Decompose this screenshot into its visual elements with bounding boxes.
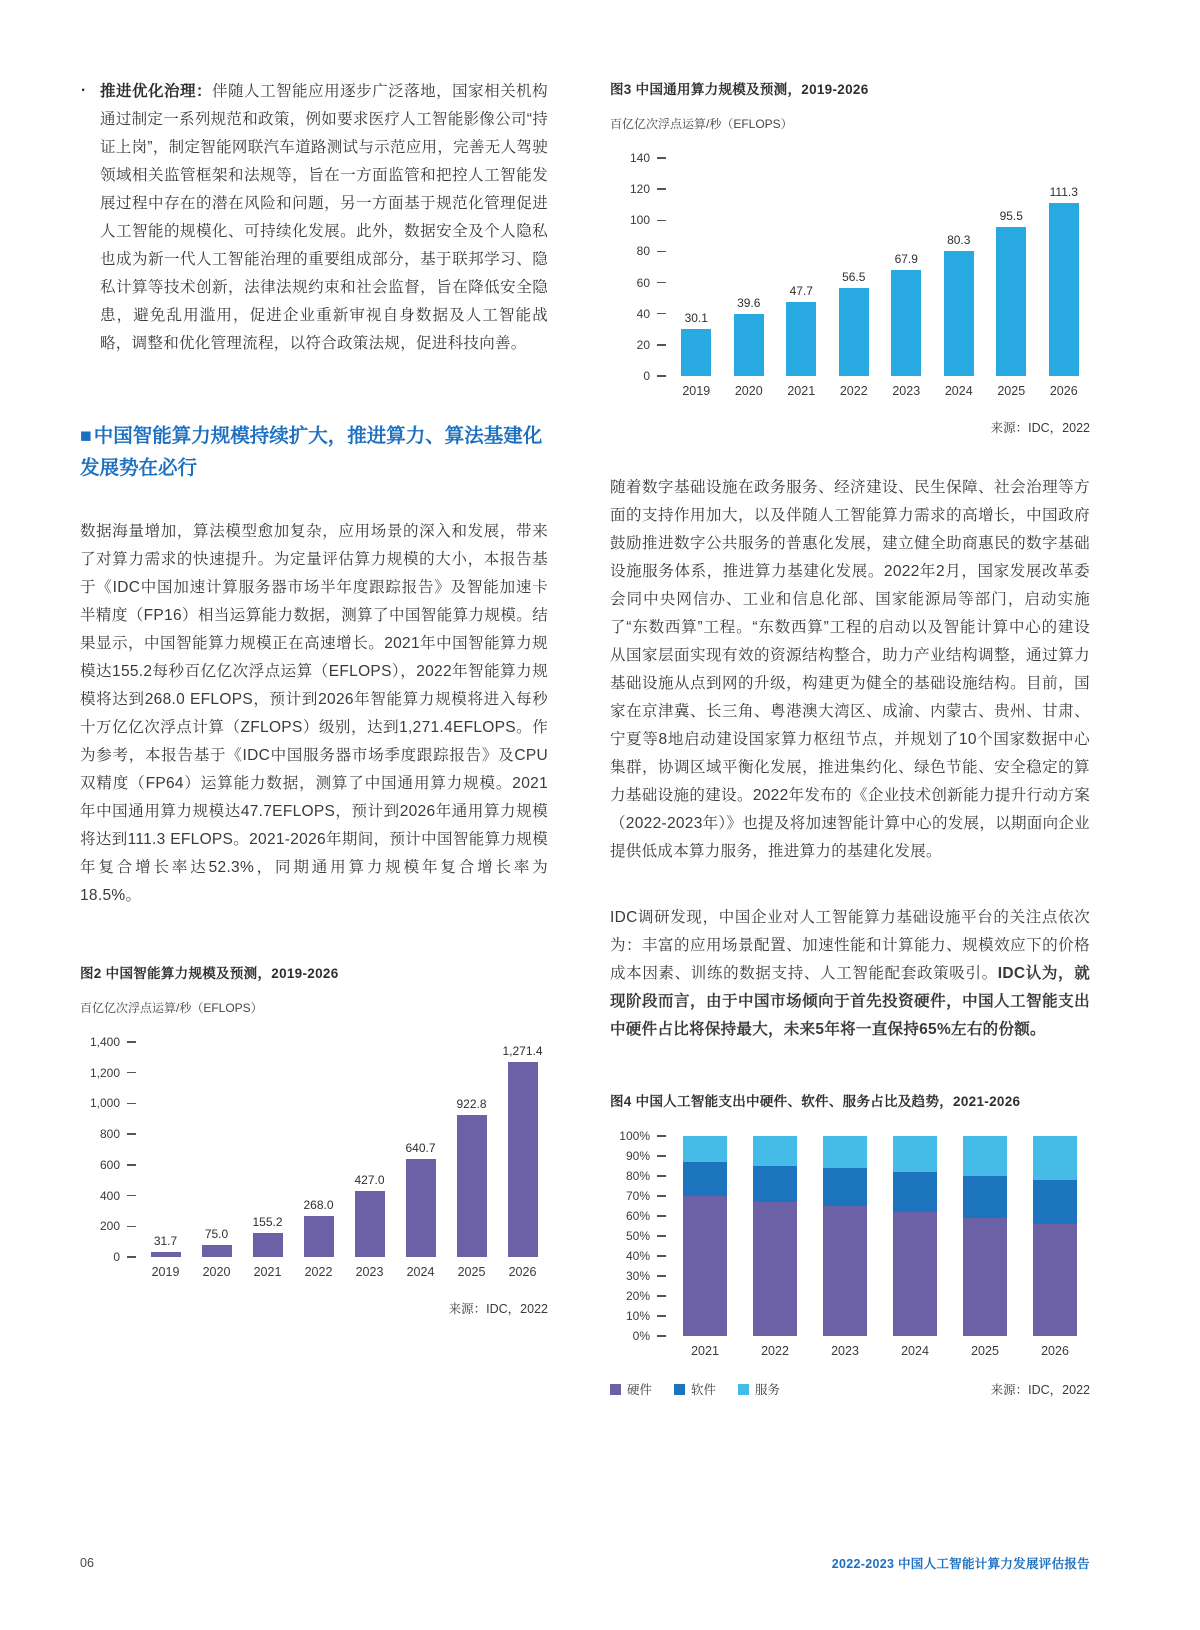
page-footer: [80, 1554, 1090, 1572]
bar-column: [950, 1136, 1020, 1336]
bar-segment-服务: [683, 1136, 727, 1162]
bar: [1049, 203, 1079, 376]
bar: [457, 1115, 487, 1257]
x-axis-label: 2023: [831, 1344, 859, 1358]
tick-dash-icon: [127, 1195, 136, 1197]
bar-segment-硬件: [823, 1206, 867, 1336]
tick-dash-icon: [657, 1235, 666, 1237]
bar: [508, 1062, 538, 1257]
bar-column: [880, 1136, 950, 1336]
y-axis: [80, 1035, 140, 1264]
bar-segment-软件: [963, 1176, 1007, 1218]
tick-dash-icon: [657, 1255, 666, 1257]
bar-segment-软件: [893, 1172, 937, 1212]
x-axis-label: 2020: [202, 1265, 231, 1279]
tick-dash-icon: [657, 1295, 666, 1297]
y-axis-tick: [630, 151, 666, 165]
x-axis-label: 2023: [892, 384, 921, 398]
bar-segment-软件: [683, 1162, 727, 1196]
tick-dash-icon: [657, 1155, 666, 1157]
tick-dash-icon: [127, 1226, 136, 1228]
chart3-source: 来源：IDC，2022: [990, 421, 1090, 435]
heading-square-icon: ■: [80, 425, 92, 447]
bar: [681, 329, 711, 376]
y-axis-tick: [637, 244, 666, 258]
y-axis-tick: [626, 1289, 666, 1303]
legend-swatch-icon: [738, 1384, 749, 1395]
chart-spending-share-section: [610, 1090, 1090, 1398]
legend-swatch-icon: [610, 1384, 621, 1395]
tick-dash-icon: [657, 1335, 666, 1337]
x-axis-label: 2022: [761, 1344, 789, 1358]
bar-column: [670, 1136, 740, 1336]
chart4-legend: [610, 1380, 780, 1398]
legend-item: [610, 1380, 652, 1398]
tick-dash-icon: [657, 1195, 666, 1197]
bar-column: [242, 1215, 293, 1257]
bullet-icon: ·: [81, 82, 87, 99]
bar-segment-软件: [1033, 1180, 1077, 1224]
bar-value-label: 67.9: [894, 252, 918, 267]
tick-dash-icon: [127, 1103, 136, 1105]
chart3-bar-chart: [610, 151, 1090, 398]
y-axis-tick: [100, 1158, 136, 1172]
stacked-bar: [963, 1136, 1007, 1336]
y-tick-label: 40%: [625, 1249, 650, 1263]
bar-column: [933, 233, 986, 376]
y-axis-tick: [626, 1269, 666, 1283]
bar-segment-硬件: [683, 1196, 727, 1336]
tick-dash-icon: [127, 1164, 136, 1166]
tick-dash-icon: [657, 344, 666, 346]
y-axis: [610, 1129, 670, 1343]
bar: [944, 251, 974, 376]
bar-value-label: 1,271.4: [502, 1043, 543, 1058]
y-axis-tick: [100, 1219, 136, 1233]
stacked-bar: [893, 1136, 937, 1336]
chart3-unit-label: 百亿亿次浮点运算/秒（EFLOPS）: [610, 117, 793, 131]
bar-column: [723, 296, 776, 376]
bar: [996, 227, 1026, 376]
tick-dash-icon: [127, 1133, 136, 1135]
y-tick-label: 0: [113, 1250, 120, 1264]
x-axis-label: 2025: [971, 1344, 999, 1358]
y-axis-tick: [626, 1189, 666, 1203]
section-heading: [80, 420, 548, 484]
y-tick-label: 60: [636, 275, 650, 290]
y-tick-label: 20%: [625, 1289, 650, 1303]
tick-dash-icon: [657, 282, 666, 284]
y-tick-label: 0: [643, 369, 650, 383]
y-axis-tick: [637, 307, 666, 321]
x-axis-label: 2026: [1041, 1344, 1069, 1358]
bar-segment-软件: [753, 1166, 797, 1202]
y-axis-tick: [619, 1129, 666, 1143]
y-axis-tick: [100, 1127, 136, 1141]
legend-label: 硬件: [627, 1383, 653, 1397]
bar: [786, 302, 816, 376]
x-axis-label: 2024: [406, 1265, 435, 1279]
chart-plot-area: [140, 1042, 548, 1257]
x-axis: [670, 384, 1090, 398]
page-number: 06: [80, 1556, 94, 1570]
bar-column: [775, 284, 828, 376]
legend-item: [738, 1380, 780, 1398]
bar-value-label: 155.2: [252, 1215, 283, 1230]
bar-value-label: 80.3: [947, 232, 971, 247]
tick-dash-icon: [657, 188, 666, 190]
section-heading-text: 中国智能算力规模持续扩大，推进算力、算法基建化发展势在必行: [80, 425, 543, 479]
tick-dash-icon: [657, 1135, 666, 1137]
bar-segment-硬件: [753, 1202, 797, 1336]
bar: [151, 1252, 181, 1257]
y-axis-tick: [113, 1250, 136, 1264]
bar: [891, 270, 921, 376]
bar-segment-服务: [753, 1136, 797, 1166]
bar-column: [140, 1234, 191, 1257]
idc-survey-text: IDC调研发现，中国企业对人工智能算力基础设施平台的关注点依次为：丰富的应用场景配置、加速性能和计算能力、规模效应下的价格成本因素、训练的数据支持、人工智能配套政策吸引。: [610, 909, 1090, 982]
y-tick-label: 600: [99, 1157, 120, 1172]
stacked-bar: [753, 1136, 797, 1336]
y-tick-label: 20: [636, 337, 650, 352]
y-axis-tick: [643, 369, 666, 383]
stacked-bar: [1033, 1136, 1077, 1336]
bar-column: [670, 311, 723, 376]
governance-body: 伴随人工智能应用逐步广泛落地，国家相关机构通过制定一系列规范和政策，例如要求医疗人工智能影像公司“持证上岗”，制定智能网联汽车道路测试与示范应用，完善无人驾驶领域相关监管框架和法规等，旨在一方面监管和把控人工智能发展过程中存在的潜在风险和问题，另一方面基于规范化管理促进人工智能的规模化、可持续化发展。此外，数据安全及个人隐私也成为新一代人工智能治理的重要组成部分，基于联邦学习、隐私计算等技术创新，法律法规约束和社会监督，旨在降低安全隐患，避免乱用滥用，促进企业重新审视自身数据及人工智能战略，调整和优化管理流程，以符合政策法规，促进科技向善。: [100, 83, 548, 352]
legend-item: [674, 1380, 716, 1398]
bar-value-label: 111.3: [1049, 184, 1078, 199]
tick-dash-icon: [127, 1256, 136, 1258]
y-axis: [610, 151, 670, 383]
x-axis-label: 2024: [944, 384, 973, 398]
tick-dash-icon: [657, 375, 666, 377]
left-column: [80, 78, 548, 1398]
y-tick-label: 1,000: [89, 1096, 120, 1111]
bar-segment-服务: [1033, 1136, 1077, 1180]
bar-column: [446, 1097, 497, 1257]
bar-value-label: 30.1: [684, 311, 708, 326]
tick-dash-icon: [657, 1315, 666, 1317]
bar-value-label: 268.0: [303, 1197, 334, 1212]
chart2-bar-chart: [80, 1035, 548, 1279]
tick-dash-icon: [657, 157, 666, 159]
x-axis-label: 2024: [901, 1344, 929, 1358]
chart2-title: 图2 中国智能算力规模及预测，2019-2026: [80, 966, 339, 981]
y-axis-tick: [626, 1309, 666, 1323]
legend-swatch-icon: [674, 1384, 685, 1395]
y-tick-label: 140: [629, 151, 650, 165]
report-title: 2022-2023 中国人工智能计算力发展评估报告: [831, 1557, 1090, 1571]
x-axis-label: 2021: [787, 384, 816, 398]
y-axis-tick: [626, 1209, 666, 1223]
y-axis-tick: [633, 1329, 666, 1343]
y-axis-tick: [637, 276, 666, 290]
bar-column: [1038, 185, 1091, 376]
x-axis-label: 2021: [253, 1265, 282, 1279]
bar-segment-硬件: [893, 1212, 937, 1336]
y-tick-label: 100%: [619, 1129, 650, 1143]
bar: [202, 1245, 232, 1257]
bar-column: [985, 209, 1038, 376]
bar-segment-服务: [963, 1136, 1007, 1176]
y-tick-label: 0%: [632, 1329, 650, 1343]
bar-column: [293, 1198, 344, 1257]
tick-dash-icon: [657, 1215, 666, 1217]
x-axis-label: 2021: [691, 1344, 719, 1358]
y-axis-tick: [90, 1035, 136, 1049]
governance-paragraph: [80, 78, 548, 358]
bar-segment-服务: [823, 1136, 867, 1168]
legend-label: 软件: [691, 1383, 717, 1397]
x-axis: [140, 1265, 548, 1279]
y-axis-tick: [100, 1189, 136, 1203]
chart4-source: 来源：IDC，2022: [990, 1383, 1090, 1397]
tick-dash-icon: [657, 251, 666, 253]
bar: [253, 1233, 283, 1257]
chart-plot-area: [670, 158, 1090, 376]
bar-value-label: 47.7: [789, 283, 813, 298]
legend-label: 服务: [755, 1383, 781, 1397]
y-tick-label: 60%: [625, 1209, 650, 1223]
chart2-unit-label: 百亿亿次浮点运算/秒（EFLOPS）: [80, 1001, 263, 1015]
bar-column: [497, 1044, 548, 1257]
bar-value-label: 75.0: [204, 1227, 229, 1242]
chart4-title: 图4 中国人工智能支出中硬件、软件、服务占比及趋势，2021-2026: [610, 1094, 1021, 1109]
tick-dash-icon: [127, 1041, 136, 1043]
bar: [734, 314, 764, 376]
bar: [839, 288, 869, 376]
bar: [304, 1216, 334, 1257]
y-tick-label: 50%: [625, 1229, 650, 1243]
bar: [406, 1159, 436, 1257]
chart2-source: 来源：IDC，2022: [448, 1302, 548, 1316]
chart-intelligent-computing-section: [80, 962, 548, 1317]
governance-lead: 推进优化治理：: [100, 83, 213, 100]
y-tick-label: 80%: [625, 1169, 650, 1183]
x-axis-label: 2026: [1049, 384, 1078, 398]
tick-dash-icon: [657, 1175, 666, 1177]
bar-segment-硬件: [1033, 1224, 1077, 1336]
x-axis-label: 2023: [355, 1265, 384, 1279]
y-tick-label: 40: [636, 306, 650, 321]
tick-dash-icon: [127, 1072, 136, 1074]
chart4-footer: [610, 1380, 1090, 1398]
right-column: [610, 78, 1090, 1398]
bar-column: [740, 1136, 810, 1336]
bar-column: [810, 1136, 880, 1336]
y-axis-tick: [626, 1249, 666, 1263]
bar-value-label: 31.7: [153, 1234, 178, 1249]
idc-opinion-paragraph: [610, 904, 1090, 1044]
y-tick-label: 70%: [625, 1189, 650, 1203]
bar-column: [344, 1173, 395, 1257]
chart3-title: 图3 中国通用算力规模及预测，2019-2026: [610, 82, 869, 97]
computing-scale-paragraph: 数据海量增加，算法模型愈加复杂，应用场景的深入和发展，带来了对算力需求的快速提升。为定量评估算力规模的大小，本报告基于《IDC中国加速计算服务器市场半年度跟踪报告》及智能加速卡半精度（FP16）相当运算能力数据，测算了中国智能算力规模。结果显示，中国智能算力规模正在高速增长。2021年中国智能算力规模达155.2每秒百亿亿次浮点运算（EFLOPS），2022年智能算力规模将达到268.0 EFLOPS，预计到2026年智能算力规模将进入每秒十万亿亿次浮点计算（ZFLOPS）级别，达到1,271.4EFLOPS。作为参考，本报告基于《IDC中国服务器市场季度跟踪报告》及CPU双精度（FP64）运算能力数据，测算了中国通用算力规模。2021年中国通用算力规模达47.7EFLOPS，预计到2026年通用算力规模将达到111.3 EFLOPS。2021-2026年期间，预计中国智能算力规模年复合增长率达52.3%，同期通用算力规模年复合增长率为18.5%。: [80, 523, 548, 904]
bar-segment-服务: [893, 1136, 937, 1172]
idc-opinion-bold: IDC认为，就现阶段而言，由于中国市场倾向于首先投资硬件，中国人工智能支出中硬件占比将保持最大，未来5年将一直保持65%左右的份额。: [610, 965, 1091, 1038]
y-tick-label: 100: [629, 213, 650, 228]
x-axis-label: 2019: [151, 1265, 180, 1279]
y-tick-label: 90%: [625, 1149, 650, 1163]
x-axis-label: 2025: [997, 384, 1026, 398]
bar-column: [191, 1227, 242, 1257]
bar-segment-硬件: [963, 1218, 1007, 1336]
chart-general-computing-section: [610, 78, 1090, 436]
x-axis-label: 2026: [508, 1265, 537, 1279]
y-tick-label: 30%: [625, 1269, 650, 1283]
x-axis-label: 2022: [304, 1265, 333, 1279]
y-tick-label: 80: [636, 244, 650, 259]
x-axis: [670, 1344, 1090, 1358]
bar-value-label: 922.8: [456, 1097, 487, 1112]
y-axis-tick: [630, 213, 666, 227]
y-tick-label: 10%: [625, 1309, 650, 1323]
y-tick-label: 120: [629, 182, 650, 197]
infrastructure-paragraph: 随着数字基础设施在政务服务、经济建设、民生保障、社会治理等方面的支持作用加大，以及伴随人工智能算力需求的高增长，中国政府鼓励推进数字公共服务的普惠化发展，建立健全助商惠民的数字基础设施服务体系，推进算力基建化发展。2022年2月，国家发展改革委会同中央网信办、工业和信息化部、国家能源局等部门，启动实施了“东数西算”工程。“东数西算”工程的启动以及智能计算中心的建设从国家层面实现有效的资源结构整合，助力产业结构调整，通过算力基础设施从点到网的升级，构建更为健全的基础设施结构。目前，国家在京津冀、长三角、粤港澳大湾区、成渝、内蒙古、贵州、甘肃、宁夏等8地启动建设国家算力枢纽节点，并规划了10个国家数据中心集群，协调区域平衡化发展，推进集约化、绿色节能、安全稳定的算力基础设施的建设。2022年发布的《企业技术创新能力提升行动方案（2022-2023年）》也提及将加速智能计算中心的发展，以期面向企业提供低成本算力服务，推进算力的基建化发展。: [610, 479, 1090, 860]
x-axis-label: 2020: [734, 384, 763, 398]
y-tick-label: 1,400: [89, 1035, 120, 1049]
x-axis-label: 2025: [457, 1265, 486, 1279]
y-axis-tick: [90, 1096, 136, 1110]
x-axis-label: 2022: [839, 384, 868, 398]
y-tick-label: 800: [99, 1127, 120, 1142]
bar-column: [880, 252, 933, 376]
bar-value-label: 39.6: [737, 296, 761, 311]
chart-plot-area: [670, 1136, 1090, 1336]
y-tick-label: 200: [99, 1219, 120, 1234]
chart4-stacked-bar-chart: [610, 1129, 1090, 1358]
y-axis-tick: [626, 1229, 666, 1243]
y-tick-label: 400: [99, 1188, 120, 1203]
stacked-bar: [683, 1136, 727, 1336]
bar-column: [828, 270, 881, 376]
bar-column: [1020, 1136, 1090, 1336]
y-tick-label: 1,200: [89, 1065, 120, 1080]
bar-value-label: 56.5: [842, 270, 866, 285]
y-axis-tick: [626, 1169, 666, 1183]
bar-value-label: 95.5: [999, 209, 1023, 224]
y-axis-tick: [637, 338, 666, 352]
stacked-bar: [823, 1136, 867, 1336]
y-axis-tick: [90, 1066, 136, 1080]
tick-dash-icon: [657, 1275, 666, 1277]
tick-dash-icon: [657, 220, 666, 222]
bar-value-label: 427.0: [354, 1173, 385, 1188]
bar-column: [395, 1141, 446, 1257]
y-axis-tick: [626, 1149, 666, 1163]
bar-segment-软件: [823, 1168, 867, 1206]
y-axis-tick: [630, 182, 666, 196]
bar-value-label: 640.7: [405, 1140, 436, 1155]
tick-dash-icon: [657, 313, 666, 315]
x-axis-label: 2019: [682, 384, 711, 398]
bar: [355, 1191, 385, 1257]
